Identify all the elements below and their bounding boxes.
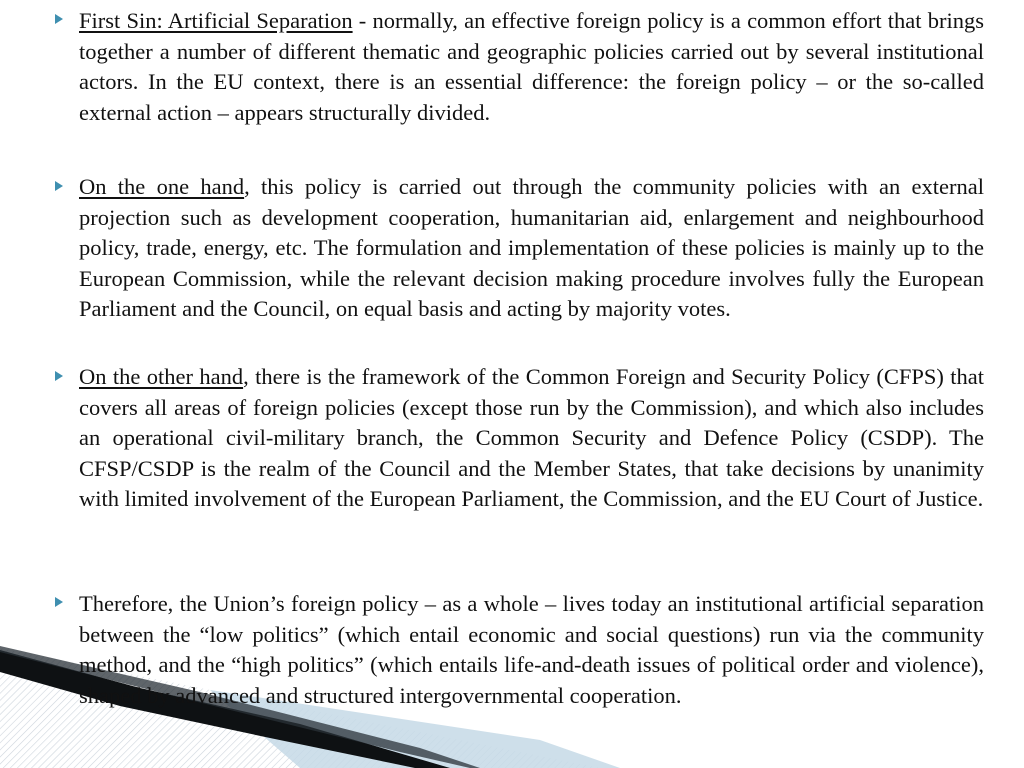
triangle-bullet-icon xyxy=(52,595,66,609)
paragraph-body: Therefore, the Union’s foreign policy – as a whole – lives today an institutional artificial separation between the “low politics” (which entail economic and social questions) run via the community method, and the “high politics” (which entails life-and-death issues of political order and violence), shaped by advanced and structured intergovernmental cooperation. xyxy=(79,591,984,708)
paragraph-one-hand xyxy=(79,172,984,325)
paragraph-lead: On the other hand xyxy=(79,364,244,389)
triangle-bullet-icon xyxy=(52,369,66,383)
paragraph-first-sin xyxy=(79,6,984,128)
triangle-bullet-icon xyxy=(52,12,66,26)
triangle-bullet-icon xyxy=(52,179,66,193)
paragraph-body: , there is the framework of the Common Foreign and Security Policy (CFPS) that covers all areas of foreign policies (except those run by the Commission), and which also includes an operational civil-military branch, the Common Security and Defence Policy (CSDP). The CFSP/CSDP is the realm of the Council and the Member States, that take decisions by unanimity with limited involvement of the European Parliament, the Commission, and the EU Court of Justice. xyxy=(79,364,984,512)
paragraph-lead: On the one hand xyxy=(79,174,245,199)
paragraph-other-hand xyxy=(79,362,984,515)
paragraph-body: , this policy is carried out through the community policies with an external projection such as development cooperation, humanitarian aid, enlargement and neighbourhood policy, trade, energy, etc. The formulation and implementation of these policies is mainly up to the European Commission, while the relevant decision making procedure involves fully the European Parliament and the Council, on equal basis and acting by majority votes. xyxy=(79,174,984,322)
paragraph-therefore xyxy=(79,589,984,711)
paragraph-body: - normally, an effective foreign policy is a common effort that brings together a number of different thematic and geographic policies carried out by several institutional actors. In the EU context, there is an essential difference: the foreign policy – or the so-called external action – appears structurally divided. xyxy=(79,8,984,125)
paragraph-lead: First Sin: Artificial Separation xyxy=(79,8,353,33)
